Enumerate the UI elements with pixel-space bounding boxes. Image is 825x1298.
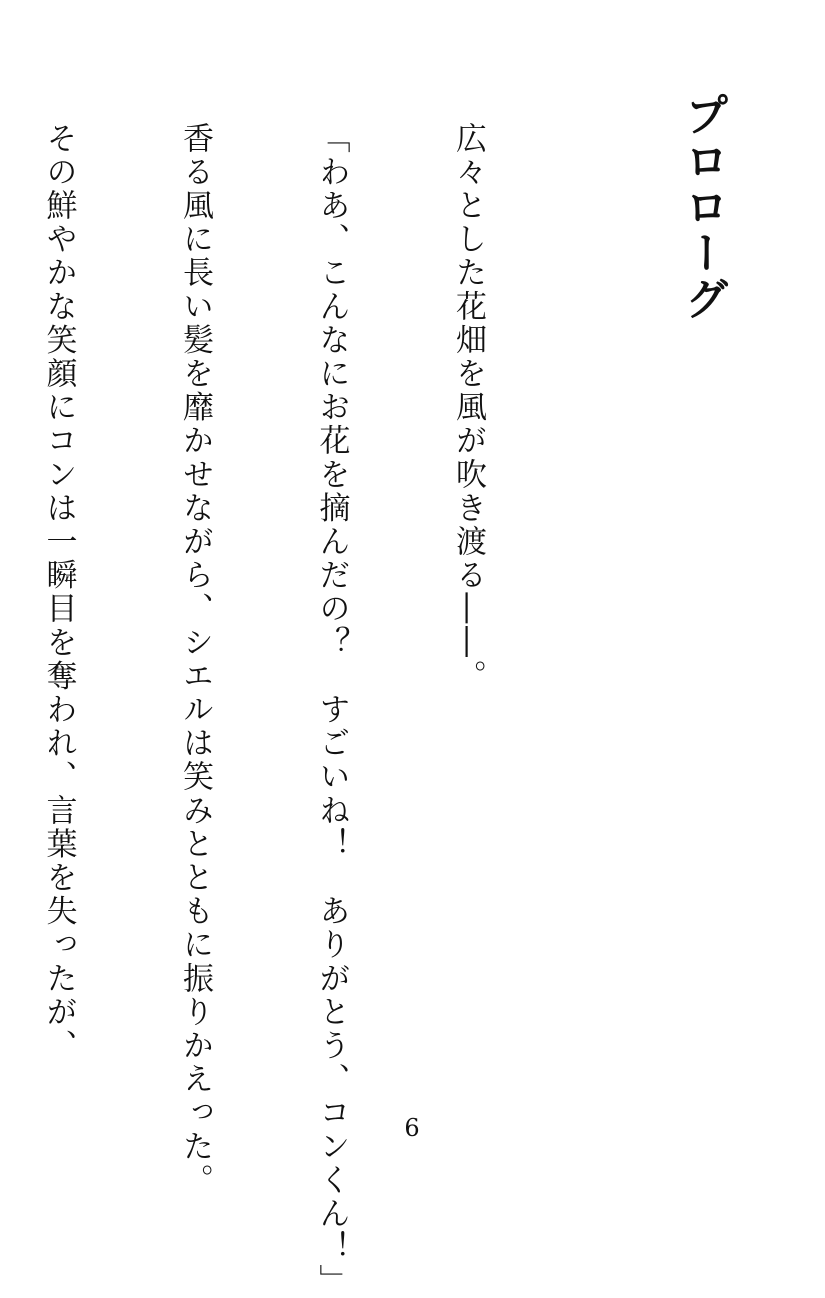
text-line: その鮮やかな笑顔にコンは一瞬目を奪われ、言葉を失ったが、 [40,122,77,1063]
text-line: 「わあ、こんなにお花を摘んだの？ すごいね！ ありがとう、コンくん！」 [313,122,350,1298]
chapter-title: プロローグ [677,92,728,322]
body-text [40,122,581,1298]
page-number: 6 [404,1114,420,1142]
text-line: 香る風に長い髪を靡かせながら、シエルは笑みとともに振りかえった。 [177,122,213,1198]
text-line: 広々とした花畑を風が吹き渡る――。 [450,122,486,694]
